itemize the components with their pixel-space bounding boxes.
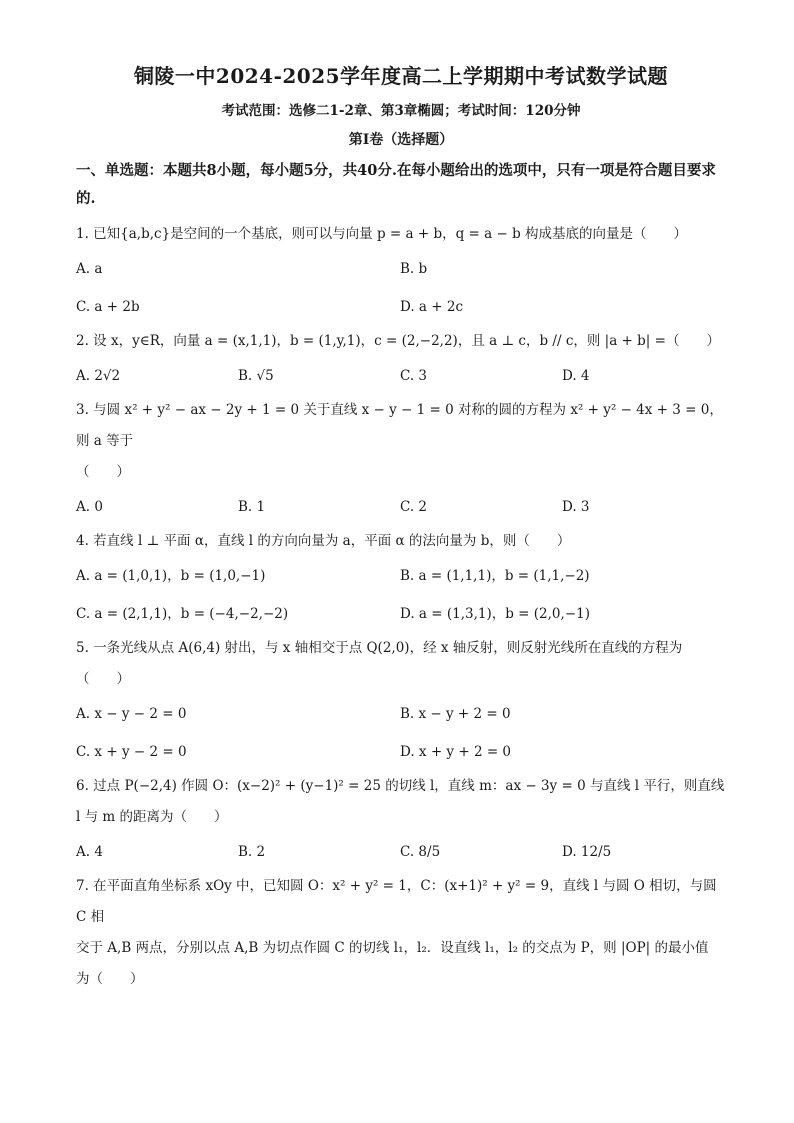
question-5-options-row2 bbox=[76, 733, 726, 771]
question-5-options bbox=[76, 695, 726, 733]
exam-subtitle: 考试范围：选修二1-2章、第3章椭圆；考试时间：120分钟 bbox=[221, 103, 581, 119]
question-7: 7. 在平面直角坐标系 xOy 中，已知圆 O：x² + y² = 1，C：(x+1)² + y² = 9，直线 l 与圆 O 相切，与圆 C 相 bbox=[76, 878, 717, 925]
question-6-options bbox=[76, 833, 726, 871]
question-5-cont: （ ） bbox=[76, 671, 130, 687]
option-c: C. 8/5 bbox=[400, 844, 441, 860]
option-c: C. 2 bbox=[400, 499, 428, 515]
option-a: A. a bbox=[76, 261, 103, 277]
section-heading: 一、单选题：本题共8小题，每小题5分，共40分.在每小题给出的选项中，只有一项是符合题目要求的. bbox=[76, 162, 716, 207]
question-7-cont2: 为（ ） bbox=[76, 971, 144, 987]
question-3: 3. 与圆 x² + y² − ax − 2y + 1 = 0 关于直线 x − y − 1 = 0 对称的圆的方程为 x² + y² − 4x + 3 = 0，则 a 等于 bbox=[76, 402, 723, 449]
exam-page bbox=[76, 60, 726, 995]
question-3-options bbox=[76, 488, 726, 526]
option-b: B. 2 bbox=[238, 844, 266, 860]
question-7-cont: 交于 A,B 两点，分别以点 A,B 为切点作圆 C 的切线 l₁，l₂．设直线 l₁，l₂ 的交点为 P，则 |OP| 的最小值 bbox=[76, 940, 709, 956]
option-a: A. 2√2 bbox=[76, 368, 121, 384]
option-d: D. 12/5 bbox=[562, 844, 612, 860]
option-d: D. x + y + 2 = 0 bbox=[400, 744, 512, 760]
option-b: B. a = (1,1,1)，b = (1,1,−2) bbox=[400, 568, 590, 584]
option-d: D. 3 bbox=[562, 499, 590, 515]
question-3-cont: （ ） bbox=[76, 464, 130, 480]
option-b: B. 1 bbox=[238, 499, 266, 515]
question-2: 2. 设 x，y∈R，向量 a = (x,1,1)，b = (1,y,1)，c = (2,−2,2)，且 a ⊥ c，b // c，则 |a + b| =（ ） bbox=[76, 333, 720, 349]
option-c: C. 3 bbox=[400, 368, 428, 384]
option-c: C. x + y − 2 = 0 bbox=[76, 744, 187, 760]
option-a: A. 4 bbox=[76, 844, 103, 860]
volume-heading: 第I卷（选择题） bbox=[348, 132, 454, 148]
option-d: D. 4 bbox=[562, 368, 590, 384]
option-c: C. a = (2,1,1)，b = (−4,−2,−2) bbox=[76, 606, 289, 622]
option-b: B. √5 bbox=[238, 368, 274, 384]
option-a: A. a = (1,0,1)，b = (1,0,−1) bbox=[76, 568, 266, 584]
question-2-options bbox=[76, 357, 726, 395]
question-4-options bbox=[76, 557, 726, 595]
question-1-options-row2 bbox=[76, 288, 726, 326]
option-c: C. a + 2b bbox=[76, 299, 140, 315]
option-b: B. b bbox=[400, 261, 428, 277]
question-1-options bbox=[76, 250, 726, 288]
option-b: B. x − y + 2 = 0 bbox=[400, 706, 511, 722]
option-d: D. a = (1,3,1)，b = (2,0,−1) bbox=[400, 606, 590, 622]
question-4-options-row2 bbox=[76, 595, 726, 633]
question-5: 5. 一条光线从点 A(6,4) 射出，与 x 轴相交于点 Q(2,0)，经 x 轴反射，则反射光线所在直线的方程为 bbox=[76, 640, 683, 656]
exam-title: 铜陵一中2024-2025学年度高二上学期期中考试数学试题 bbox=[133, 64, 669, 88]
option-d: D. a + 2c bbox=[400, 299, 464, 315]
question-4: 4. 若直线 l ⊥ 平面 α，直线 l 的方向向量为 a，平面 α 的法向量为 b，则（ ） bbox=[76, 533, 571, 549]
option-a: A. 0 bbox=[76, 499, 103, 515]
question-1: 1. 已知{a,b,c}是空间的一个基底，则可以与向量 p = a + b，q = a − b 构成基底的向量是（ ） bbox=[76, 226, 688, 242]
question-6-cont: l 与 m 的距离为（ ） bbox=[76, 809, 228, 825]
option-a: A. x − y − 2 = 0 bbox=[76, 706, 187, 722]
question-6: 6. 过点 P(−2,4) 作圆 O：(x−2)² + (y−1)² = 25 的切线 l，直线 m：ax − 3y = 0 与直线 l 平行，则直线 bbox=[76, 778, 725, 794]
